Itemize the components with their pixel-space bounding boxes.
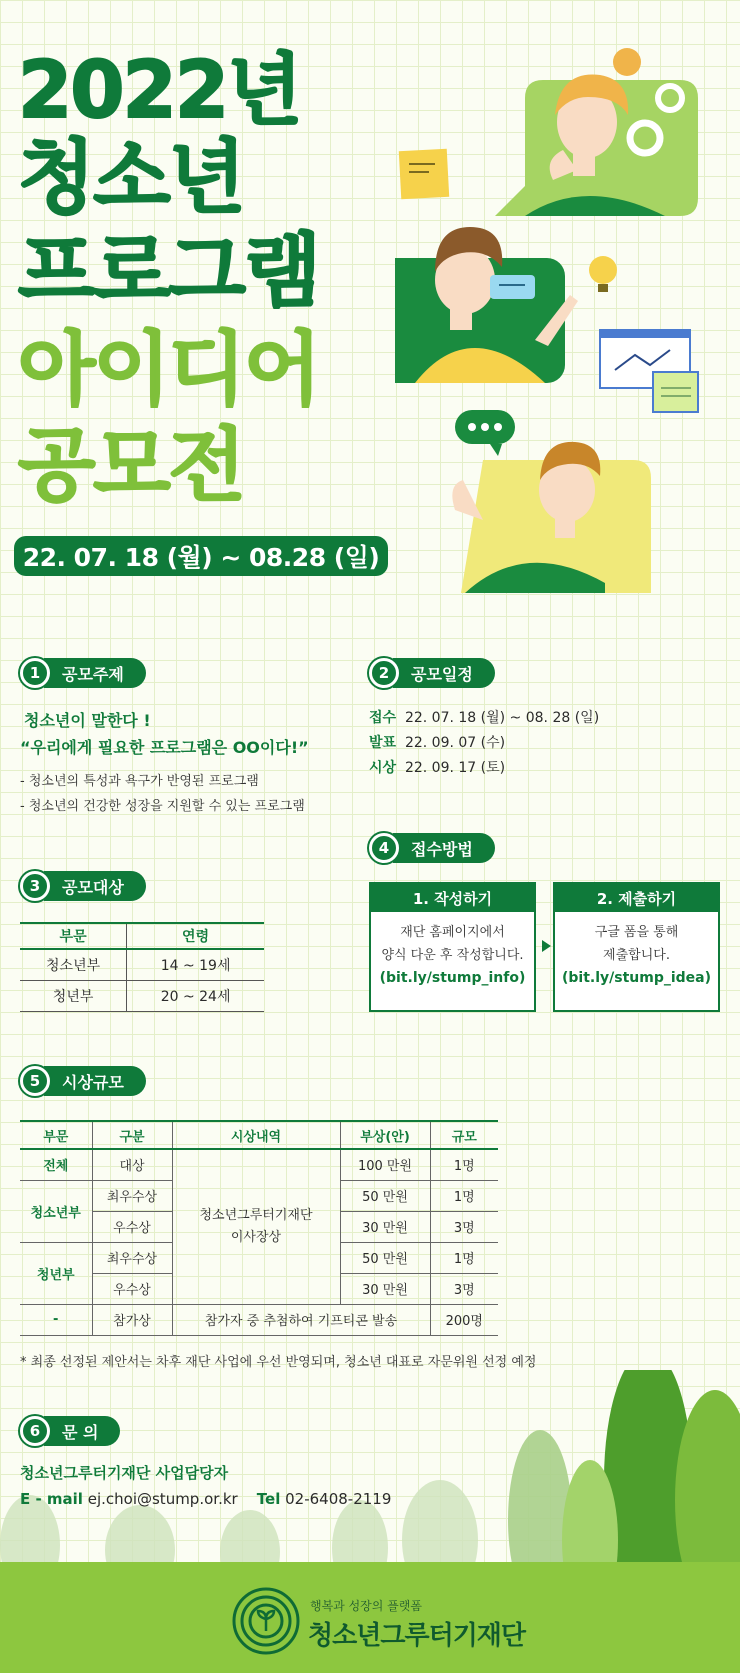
hero-illustration [395,40,740,600]
section-number: 2 [369,658,399,688]
column-header: 연령 [127,923,264,949]
eligibility-table [20,922,264,1012]
topic-bullet: - 청소년의 건강한 성장을 지원할 수 있는 프로그램 [20,799,305,814]
section-title: 공모주제 [44,658,146,688]
contact-person: 청소년그루터기재단 사업담당자 [20,1464,229,1482]
table-row: 청소년부 14 ~ 19세 [20,949,264,980]
table-row: 청소년부 최우수상 50 만원 1명 [20,1180,498,1211]
section-title: 접수방법 [393,833,495,863]
schedule-row: 접수 22. 07. 18 (월) ~ 08. 28 (일) [369,710,600,726]
section-title: 시상규모 [44,1066,146,1096]
section-method-heading [369,833,495,863]
awards-note: * 최종 선정된 제안서는 차후 재단 사업에 우선 반영되며, 청소년 대표로 자문위원 선정 예정 [20,1355,537,1370]
browser-window-icon [600,330,698,412]
section-title: 문 의 [44,1416,120,1446]
topic-bullet: - 청소년의 특성과 욕구가 반영된 프로그램 [20,774,259,789]
contact-details: E - mail ej.choi@stump.or.kr Tel 02-6408-2119 [20,1490,392,1508]
section-title: 공모대상 [44,871,146,901]
contest-date-range: 22. 07. 18 (월) ~ 08.28 (일) [14,536,388,576]
schedule-row: 시상 22. 09. 17 (토) [369,760,506,776]
step-title: 1. 작성하기 [371,884,534,912]
phone-number[interactable]: 02-6408-2119 [285,1490,392,1508]
section-topic-heading [20,658,146,688]
section-number: 4 [369,833,399,863]
table-row: 청년부 20 ~ 24세 [20,980,264,1011]
topic-headline: 청소년이 말한다 ! [24,711,151,730]
section-number: 5 [20,1066,50,1096]
topic-quote: “우리에게 필요한 프로그램은 OO이다!” [20,738,309,757]
info-link[interactable]: (bit.ly/stump_info) [379,970,526,986]
table-row: 우수상 30 만원 3명 [20,1273,498,1304]
awards-table [20,1120,498,1336]
section-eligibility-heading [20,871,146,901]
step-title: 2. 제출하기 [555,884,718,912]
section-schedule-heading [369,658,495,688]
section-number: 6 [20,1416,50,1446]
step-write-card: 1. 작성하기 재단 홈페이지에서 양식 다운 후 작성합니다. (bit.ly/stump_info) [369,882,536,1012]
table-row: - 참가상 참가자 중 추첨하여 기프티콘 발송 200명 [20,1304,498,1335]
section-number: 1 [20,658,50,688]
schedule-list [369,706,599,781]
column-header: 부상(안) [340,1121,430,1149]
foundation-name: 청소년그루터기재단 [308,1621,526,1651]
table-row: 전체 대상 청소년그루터기재단 이사장상 100 만원 1명 [20,1149,498,1180]
section-number: 3 [20,871,50,901]
hero-title-program: 프로그램 [18,225,320,318]
arrow-right-icon [542,940,551,952]
hero-title-idea: 아이디어 [18,323,320,416]
column-header: 부문 [20,1121,92,1149]
step-submit-card: 2. 제출하기 구글 폼을 통해 제출합니다. (bit.ly/stump_idea) [553,882,720,1012]
email-link[interactable]: ej.choi@stump.or.kr [87,1490,238,1508]
table-row: 청년부 최우수상 50 만원 1명 [20,1242,498,1273]
foundation-logo-icon [232,1587,300,1655]
column-header: 규모 [430,1121,498,1149]
column-header: 시상내역 [172,1121,340,1149]
thinking-person-illustration [495,48,698,216]
hero-title-year: 2022년 [18,46,301,136]
column-header: 구분 [92,1121,172,1149]
column-header: 부문 [20,923,127,949]
schedule-row: 발표 22. 09. 07 (수) [369,735,506,751]
section-contact-heading [20,1416,120,1446]
hero-title-youth: 청소년 [18,131,244,224]
waving-person-illustration [452,410,651,593]
idea-link[interactable]: (bit.ly/stump_idea) [561,970,712,986]
section-title: 공모일정 [393,658,495,688]
section-awards-heading [20,1066,146,1096]
sticky-note-icon [399,149,449,199]
hero-title-contest: 공모전 [18,419,244,512]
award-title-cell: 청소년그루터기재단 이사장상 [172,1149,340,1304]
pointing-person-illustration [395,227,617,383]
table-row: 우수상 30 만원 3명 [20,1211,498,1242]
footer-tagline: 행복과 성장의 플랫폼 [310,1599,422,1613]
